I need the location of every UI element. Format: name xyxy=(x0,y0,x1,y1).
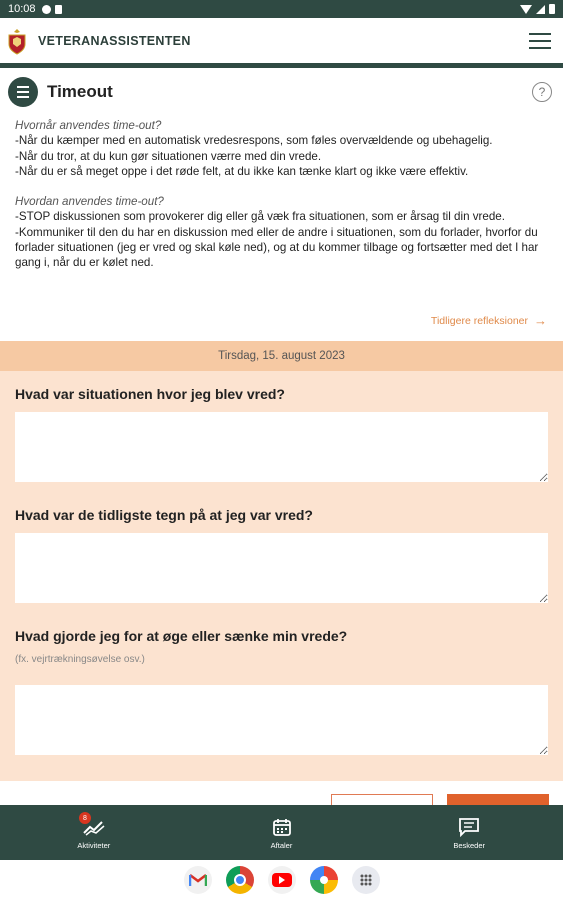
calendar-icon xyxy=(272,817,292,837)
gmail-icon[interactable] xyxy=(184,866,212,894)
notification-badge: 8 xyxy=(79,812,91,824)
previous-reflections-link[interactable] xyxy=(431,313,547,328)
question-3-input[interactable] xyxy=(15,685,548,755)
arrow-right-icon: → xyxy=(534,313,547,328)
app-brand: VETERANASSISTENTEN xyxy=(38,33,191,48)
question-1-label: Hvad var situationen hvor jeg blev vred? xyxy=(15,386,285,402)
question-2-input[interactable] xyxy=(15,533,548,603)
app-drawer-icon[interactable] xyxy=(352,866,380,894)
when-line: -Når du tror, at du kun gør situationen værre med din vrede. xyxy=(15,149,322,163)
chrome-icon[interactable] xyxy=(226,866,254,894)
page-title: Timeout xyxy=(47,82,113,101)
battery-icon xyxy=(549,4,555,14)
when-line: -Når du kæmper med en automatisk vredesrespons, som føles overvældende og ubehagelig. xyxy=(15,134,493,148)
main-content[interactable] xyxy=(0,68,563,805)
bottom-navigation xyxy=(0,805,563,860)
hamburger-menu-icon[interactable] xyxy=(529,33,551,49)
status-time: 10:08 xyxy=(8,3,36,15)
question-3-hint: (fx. vejrtrækningsøvelse osv.) xyxy=(15,654,145,665)
nav-item-activities[interactable] xyxy=(0,805,188,860)
nav-label: Aktiviteter xyxy=(77,841,111,850)
status-bar xyxy=(0,0,563,18)
how-heading: Hvordan anvendes time-out? xyxy=(15,195,164,209)
question-3-label: Hvad gjorde jeg for at øge eller sænke min vrede? xyxy=(15,628,348,644)
question-2-label: Hvad var de tidligste tegn på at jeg var vred? xyxy=(15,507,313,523)
how-line: -STOP diskussionen som provokerer dig eller gå væk fra situationen, som er årsag til din vrede. xyxy=(15,210,505,224)
message-icon xyxy=(458,817,480,837)
notification-icon xyxy=(42,5,51,14)
title-row xyxy=(0,68,563,110)
nav-item-messages[interactable] xyxy=(375,805,563,860)
question-1-input[interactable] xyxy=(15,412,548,482)
info-text xyxy=(0,110,563,271)
app-tray xyxy=(0,860,563,900)
crest-logo-icon xyxy=(6,27,28,55)
app-bar xyxy=(0,18,563,63)
primary-button[interactable] xyxy=(447,794,549,805)
wifi-icon xyxy=(520,5,532,14)
when-heading: Hvornår anvendes time-out? xyxy=(15,119,162,132)
photos-icon[interactable] xyxy=(310,866,338,894)
nav-label: Beskeder xyxy=(453,841,486,850)
secondary-button[interactable] xyxy=(331,794,433,805)
how-line: -Kommuniker til den du har en diskussion med eller de andre i situationen, som du forlader, hvorfor du forlader situationen (jeg er vred og skal køle ned), og at du kommer tilbage og fortsætter med det I har gang i, når du er kølet ned. xyxy=(15,225,539,270)
previous-reflections-label: Tidligere refleksioner xyxy=(430,314,528,327)
date-label: Tirsdag, 15. august 2023 xyxy=(218,350,345,362)
signal-icon xyxy=(536,5,545,14)
help-icon[interactable]: ? xyxy=(532,82,552,102)
nav-label: Aftaler xyxy=(270,841,293,850)
youtube-icon[interactable] xyxy=(268,866,296,894)
nav-item-appointments[interactable] xyxy=(188,805,376,860)
when-line: -Når du er så meget oppe i det røde felt, at du ikke kan tænke klart og ikke være effektiv. xyxy=(15,164,469,178)
date-bar xyxy=(0,341,563,371)
reflection-form xyxy=(0,371,563,781)
sim-icon xyxy=(55,5,62,14)
list-icon xyxy=(8,77,38,107)
